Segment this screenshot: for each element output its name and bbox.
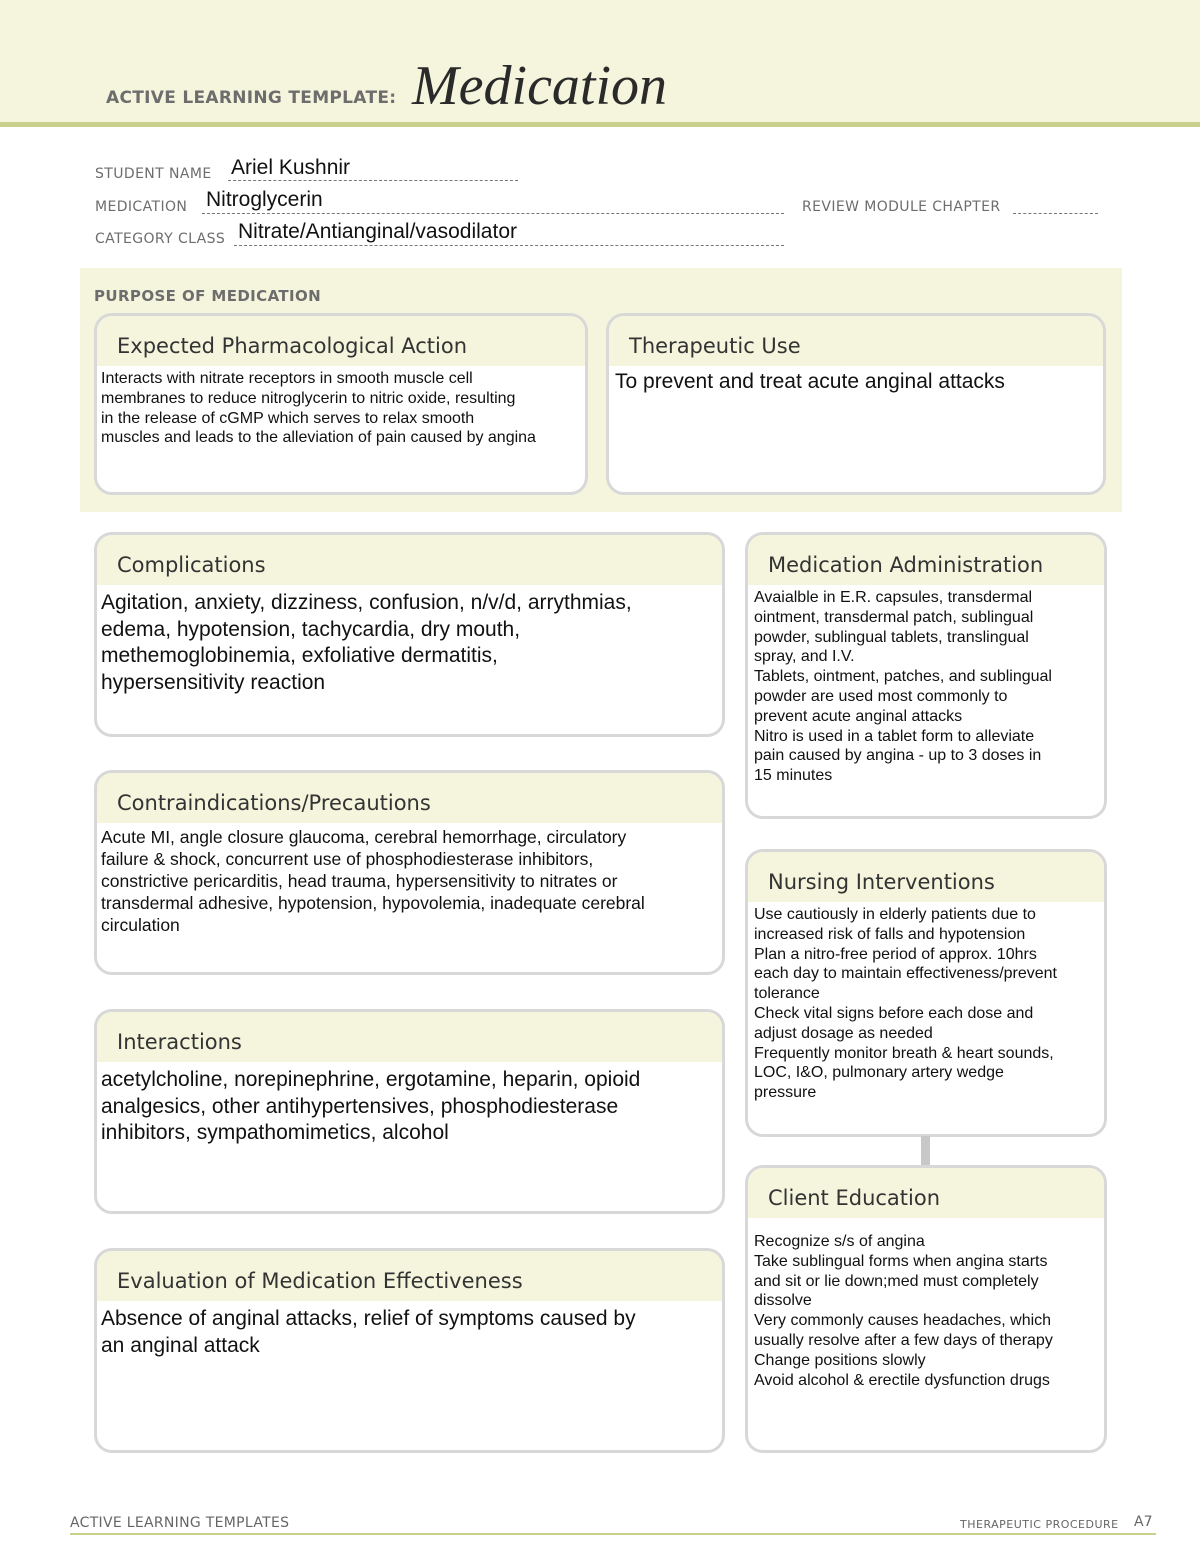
category-class-line <box>234 245 784 246</box>
contraindications-text: Acute MI, angle closure glaucoma, cerebral hemorrhage, circulatory failure & shock, concurrent use of phosphodiesterase inhibitors, constrictive pericarditis, head trauma, hypersensitivity to nitrates or transdermal adhesive, hypotension, hypovolemia, inadequate cerebral circulation <box>101 827 645 935</box>
complications-text: Agitation, anxiety, dizziness, confusion, n/v/d, arrythmias, edema, hypotension, tachycardia, dry mouth, methemoglobinemia, exfoliative dermatitis, hypersensitivity reaction <box>101 591 632 694</box>
interactions-text: acetylcholine, norepinephrine, ergotamine, heparin, opioid analgesics, other antihypertensives, phosphodiesterase inhibitors, sympathomimetics, alcohol <box>101 1068 641 1144</box>
complications-heading: Complications <box>97 535 722 585</box>
client-education-heading: Client Education <box>748 1168 1104 1218</box>
evaluation-heading: Evaluation of Medication Effectiveness <box>97 1251 722 1301</box>
complications-card <box>94 532 725 737</box>
page-title: Medication <box>412 55 668 117</box>
review-module-line[interactable] <box>1013 213 1098 214</box>
footer-right-label: THERAPEUTIC PROCEDURE <box>960 1518 1119 1531</box>
nursing-interventions-heading: Nursing Interventions <box>748 852 1104 902</box>
card-connector <box>921 1136 930 1166</box>
student-name-field[interactable]: Ariel Kushnir <box>231 156 351 179</box>
interactions-heading: Interactions <box>97 1012 722 1062</box>
medication-label: MEDICATION <box>95 199 188 215</box>
medication-line <box>202 213 784 214</box>
expected-action-heading: Expected Pharmacological Action <box>97 316 585 366</box>
administration-heading: Medication Administration <box>748 535 1104 585</box>
interactions-card <box>94 1009 725 1214</box>
administration-card <box>745 532 1107 819</box>
page-number: A7 <box>1134 1514 1153 1530</box>
contraindications-card <box>94 770 725 975</box>
category-class-field[interactable]: Nitrate/Antianginal/vasodilator <box>238 220 517 243</box>
footer-divider <box>70 1533 1156 1535</box>
nursing-interventions-text: Use cautiously in elderly patients due to increased risk of falls and hypotension Plan a nitro-free period of approx. 10hrs each day to maintain effectiveness/prevent tolerance Check vital signs before each dose and adjust dosage as needed Frequently monitor breath & heart sounds, LOC, I&O, pulmonary artery wedge pressure <box>754 906 1057 1102</box>
expected-action-text: Interacts with nitrate receptors in smooth muscle cell membranes to reduce nitroglycerin to nitric oxide, resulting in the release of cGMP which serves to relax smooth muscles and leads to the alleviation of pain caused by angina <box>101 370 536 447</box>
client-education-text: Recognize s/s of angina Take sublingual forms when angina starts and sit or lie down;med must completely dissolve Very commonly causes headaches, which usually resolve after a few days of therapy Change positions slowly Avoid alcohol & erectile dysfunction drugs <box>754 1233 1053 1389</box>
template-label: ACTIVE LEARNING TEMPLATE: <box>106 88 397 108</box>
review-module-label: REVIEW MODULE CHAPTER <box>802 199 1001 215</box>
purpose-title: PURPOSE OF MEDICATION <box>94 287 322 305</box>
client-education-card <box>745 1165 1107 1453</box>
nursing-interventions-card <box>745 849 1107 1137</box>
student-name-label: STUDENT NAME <box>95 166 212 182</box>
evaluation-card <box>94 1248 725 1453</box>
administration-text: Avaialble in E.R. capsules, transdermal ointment, transdermal patch, sublingual powder, sublingual tablets, translingual spray, and I.V. Tablets, ointment, patches, and sublingual powder are used most commonly to prevent acute anginal attacks Nitro is used in a tablet form to alleviate pain caused by angina - up to 3 doses in 15 minutes <box>754 589 1052 785</box>
footer-left-label: ACTIVE LEARNING TEMPLATES <box>70 1515 290 1531</box>
therapeutic-use-text: To prevent and treat acute anginal attacks <box>615 370 1005 393</box>
contraindications-heading: Contraindications/Precautions <box>97 773 722 823</box>
category-class-label: CATEGORY CLASS <box>95 231 226 247</box>
therapeutic-use-card <box>606 313 1106 495</box>
therapeutic-use-heading: Therapeutic Use <box>609 316 1103 366</box>
medication-field[interactable]: Nitroglycerin <box>206 188 323 211</box>
header-divider <box>0 122 1200 127</box>
student-name-line <box>228 180 518 181</box>
evaluation-text: Absence of anginal attacks, relief of symptoms caused by an anginal attack <box>101 1307 636 1357</box>
expected-action-card <box>94 313 588 495</box>
